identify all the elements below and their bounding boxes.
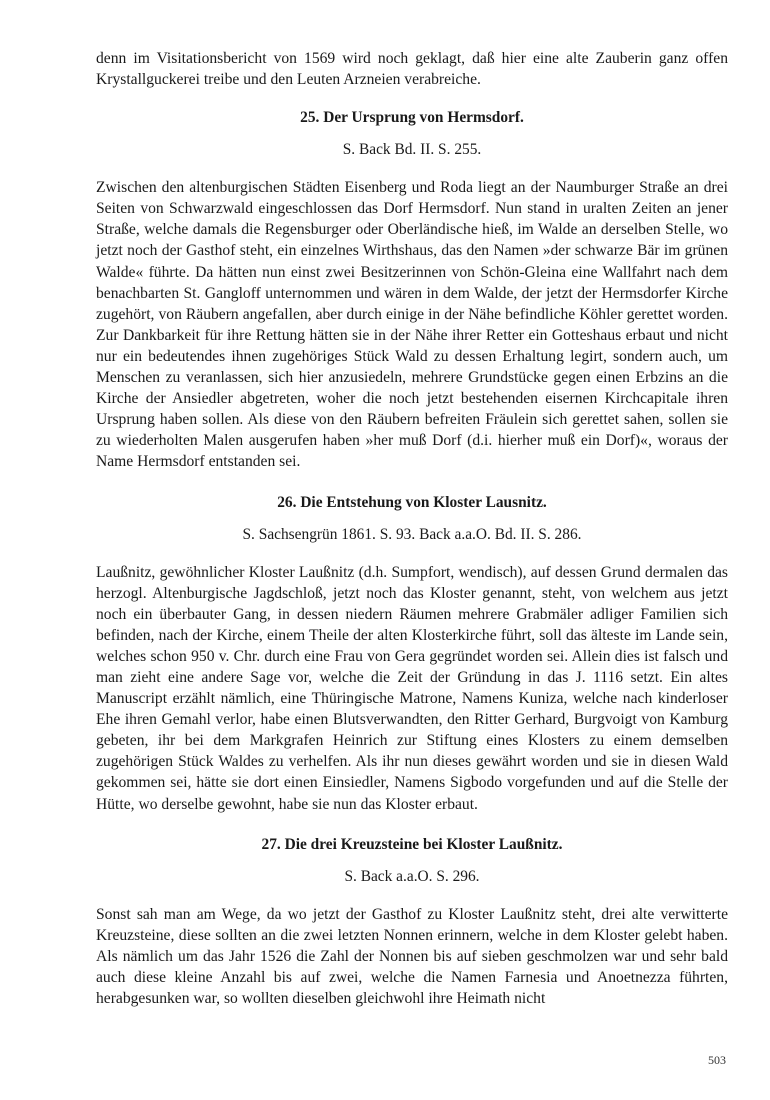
- page-number: 503: [708, 1053, 726, 1067]
- intro-paragraph: denn im Visitationsbericht von 1569 wird noch geklagt, daß hier eine alte Zauberin ganz offen Krystallguckerei treibe und den Leuten Arzneien verabreiche.: [96, 50, 728, 89]
- section-title-25: 25. Der Ursprung von Hermsdorf.: [300, 109, 524, 127]
- section-paragraph-26: Laußnitz, gewöhnlicher Kloster Laußnitz (d.h. Sumpfort, wendisch), auf dessen Grund dermalen das herzogl. Altenburgische Jagdschloß, jetzt noch das Kloster genannt, steht, von welchem aus jetzt noch ein überbauter Gang, in dessen niedern Räumen mehrere Grabmäler adliger Familien sich befinden, nach der Kirche, einem Theile der alten Klosterkirche führt, soll das älteste im Lande sein, welches schon 950 v. Chr. durch eine Frau von Gera gegründet worden sei. Allein dies ist falsch und man zieht eine andere Sage vor, welche die Zeit der Gründung in das J. 1116 setzt. Ein altes Manuscript erzählt nämlich, eine Thüringische Matrone, Namens Kuniza, welche nach kinderloser Ehe ihren Gemahl verlor, habe einen Blutsverwandten, den Ritter Gerhard, Burgvoigt von Kamburg gebeten, ihr bei dem Markgrafen Heinrich zur Stiftung eines Klosters zu einem demselben zugehörigen Stück Waldes zu verhelfen. Als ihr nun dieses gewährt worden und sie in diesen Wald gekommen sei, hätte sie dort einen Einsiedler, Namens Sigbodo vorgefunden und auf die Stelle der Hütte, wo derselbe gewohnt, habe sie nun das Kloster erbaut.: [96, 563, 728, 813]
- section-source-27: S. Back a.a.O. S. 296.: [344, 867, 480, 885]
- section-title-27: 27. Die drei Kreuzsteine bei Kloster Laußnitz.: [261, 835, 563, 853]
- section-paragraph-25: Zwischen den altenburgischen Städten Eisenberg und Roda liegt an der Naumburger Straße an drei Seiten von Schwarzwald eingeschlossen das Dorf Hermsdorf. Nun stand in uralten Zeiten an jener Straße, welche damals die Regensburger oder Oberländische hieß, im Walde an derselben Stelle, wo jetzt noch der Gasthof steht, ein einzelnes Wirthshaus, das den Namen »der schwarze Bär im grünen Walde« führte. Da hätten nun einst zwei Besitzerinnen von Schön-Gleina eine Wallfahrt nach dem benachbarten St. Gangloff unternommen und wären in dem Walde, der jetzt der Hermsdorfer Kirche zugehört, von Räubern angefallen, aber durch einige in der Nähe befindliche Köhler gerettet worden. Zur Dankbarkeit für ihre Rettung hätten sie in der Nähe ihrer Retter ein Gotteshaus erbaut und nicht nur ein bedeutendes ihnen zugehöriges Stück Wald zu dessen Erhaltung legirt, sondern auch, um Menschen zu veranlassen, sich hier anzusiedeln, mehrere Grundstücke gegen einen Erbzins an die Kirche der Ansiedler abgetreten, woher die noch jetzt bestehenden eisernen Kirchcapitale ihren Ursprung haben sollen. Als diese von den Räubern befreiten Fräulein sich gerettet sahen, sollen sie zu wiederholten Malen ausgerufen haben »her muß Dorf (d.i. hierher muß ein Dorf)«, woraus der Name Hermsdorf entstanden sei.: [96, 179, 728, 471]
- section-title-26: 26. Die Entstehung von Kloster Lausnitz.: [277, 493, 547, 511]
- section-source-26: S. Sachsengrün 1861. S. 93. Back a.a.O. Bd. II. S. 286.: [242, 525, 582, 543]
- section-source-25: S. Back Bd. II. S. 255.: [342, 141, 482, 159]
- section-paragraph-27: Sonst sah man am Wege, da wo jetzt der Gasthof zu Kloster Laußnitz steht, drei alte verwitterte Kreuzsteine, diese sollten an die zwei letzten Nonnen erinnern, welche in dem Kloster gelebt haben. Als nämlich um das Jahr 1526 die Zahl der Nonnen bis auf sieben geschmolzen war und sehr bald auch diese kleine Anzahl bis auf zwei, welche die Namen Farnesia und Anoetnezza führten, herabgesunken war, so wollten dieselben gleichwohl ihre Heimath nicht: [96, 905, 728, 1007]
- document-page: [96, 48, 728, 1009]
